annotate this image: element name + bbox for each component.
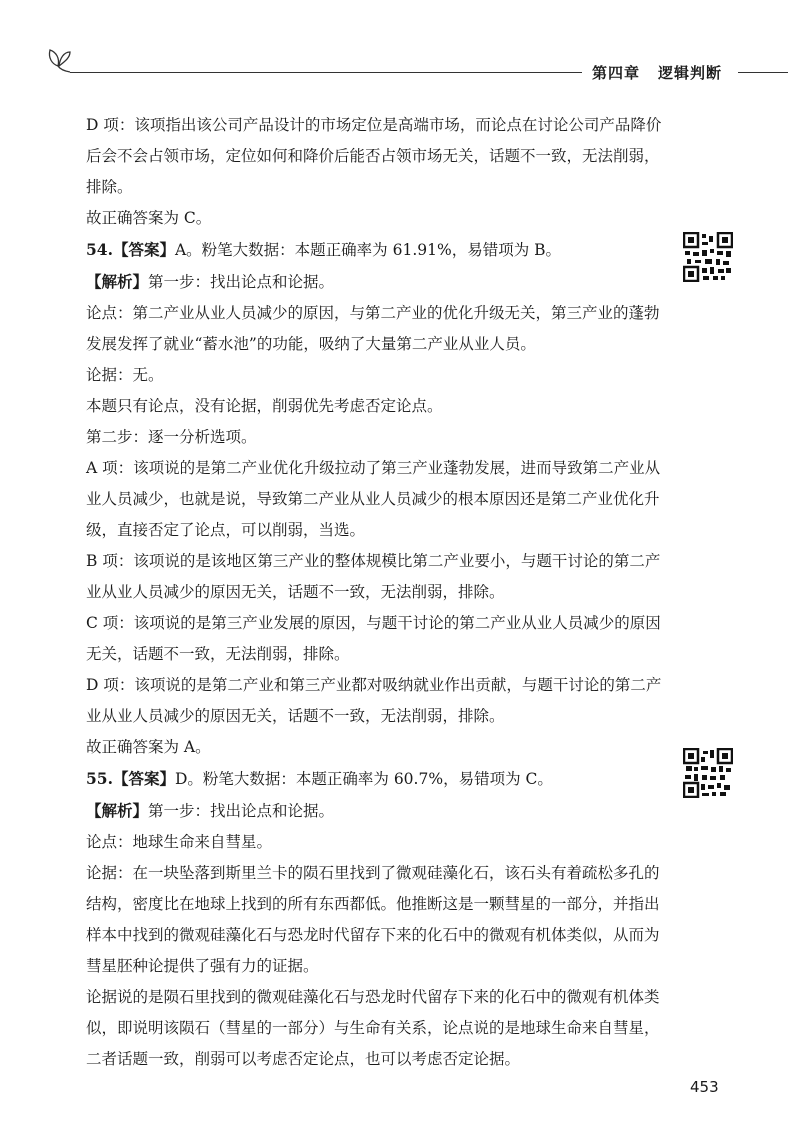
analysis-label: 【解析】 (86, 801, 149, 820)
header-rule (70, 72, 582, 73)
paragraph: 【解析】第一步：找出论点和论据。 (86, 272, 335, 291)
answer-label: 55.【答案】 (86, 769, 175, 788)
answer-label: 54.【答案】 (86, 240, 175, 259)
paragraph: 【解析】第一步：找出论点和论据。 (86, 801, 335, 820)
paragraph: D 项：该项说的是第二产业和第三产业都对吸纳就业作出贡献，与题干讨论的第二产业从业人员减少的原因无关，话题不一致，无法削弱，排除。 (86, 676, 662, 725)
page-content (86, 110, 666, 1075)
paragraph: 故正确答案为 A。 (86, 738, 211, 756)
chapter-title: 第四章 (592, 64, 641, 82)
paragraph: 55.【答案】D。粉笔大数据：本题正确率为 60.7%，易错项为 C。 (86, 769, 553, 788)
qr-code-icon[interactable] (683, 232, 733, 282)
paragraph: 54.【答案】A。粉笔大数据：本题正确率为 61.91%，易错项为 B。 (86, 240, 562, 259)
paragraph: 第二步：逐一分析选项。 (86, 428, 257, 446)
qr-code-icon[interactable] (683, 748, 733, 798)
header-rule-tail (738, 72, 788, 73)
paragraph: 论点：地球生命来自彗星。 (86, 833, 273, 851)
paragraph: D 项：该项指出该公司产品设计的市场定位是高端市场，而论点在讨论公司产品降价后会不会占领市场，定位如何和降价后能否占领市场无关，话题不一致，无法削弱，排除。 (86, 116, 662, 196)
paragraph: B 项：该项说的是该地区第三产业的整体规模比第二产业要小，与题干讨论的第二产业从业人员减少的原因无关，话题不一致，无法削弱，排除。 (86, 552, 661, 601)
paragraph: 论据：无。 (86, 366, 164, 384)
paragraph: 论据：在一块坠落到斯里兰卡的陨石里找到了微观硅藻化石，该石头有着疏松多孔的结构，密度比在地球上找到的所有东西都低。他推断这是一颗彗星的一部分，并指出样本中找到的微观硅藻化石与恐龙时代留存下来的化石中的微观有机体类似，从而为彗星胚种论提供了强有力的证据。 (86, 864, 660, 975)
analysis-label: 【解析】 (86, 272, 149, 291)
paragraph: 论据说的是陨石里找到的微观硅藻化石与恐龙时代留存下来的化石中的微观有机体类似，即说明该陨石（彗星的一部分）与生命有关系，论点说的是地球生命来自彗星，二者话题一致，削弱可以考虑否定论点，也可以考虑否定论据。 (86, 988, 660, 1068)
section-title: 逻辑判断 (658, 64, 723, 82)
paragraph: C 项：该项说的是第三产业发展的原因，与题干讨论的第二产业从业人员减少的原因无关，话题不一致，无法削弱，排除。 (86, 614, 661, 663)
paragraph: A 项：该项说的是第二产业优化升级拉动了第三产业蓬勃发展，进而导致第二产业从业人员减少，也就是说，导致第二产业从业人员减少的根本原因还是第二产业优化升级，直接否定了论点，可以削弱，当选。 (86, 459, 661, 539)
paragraph: 本题只有论点，没有论据，削弱优先考虑否定论点。 (86, 397, 443, 415)
page-header (0, 0, 800, 90)
paragraph: 论点：第二产业从业人员减少的原因，与第二产业的优化升级无关，第三产业的蓬勃发展发挥了就业“蓄水池”的功能，吸纳了大量第二产业从业人员。 (86, 304, 660, 353)
page-number: 453 (690, 1078, 719, 1096)
paragraph: 故正确答案为 C。 (86, 209, 212, 227)
